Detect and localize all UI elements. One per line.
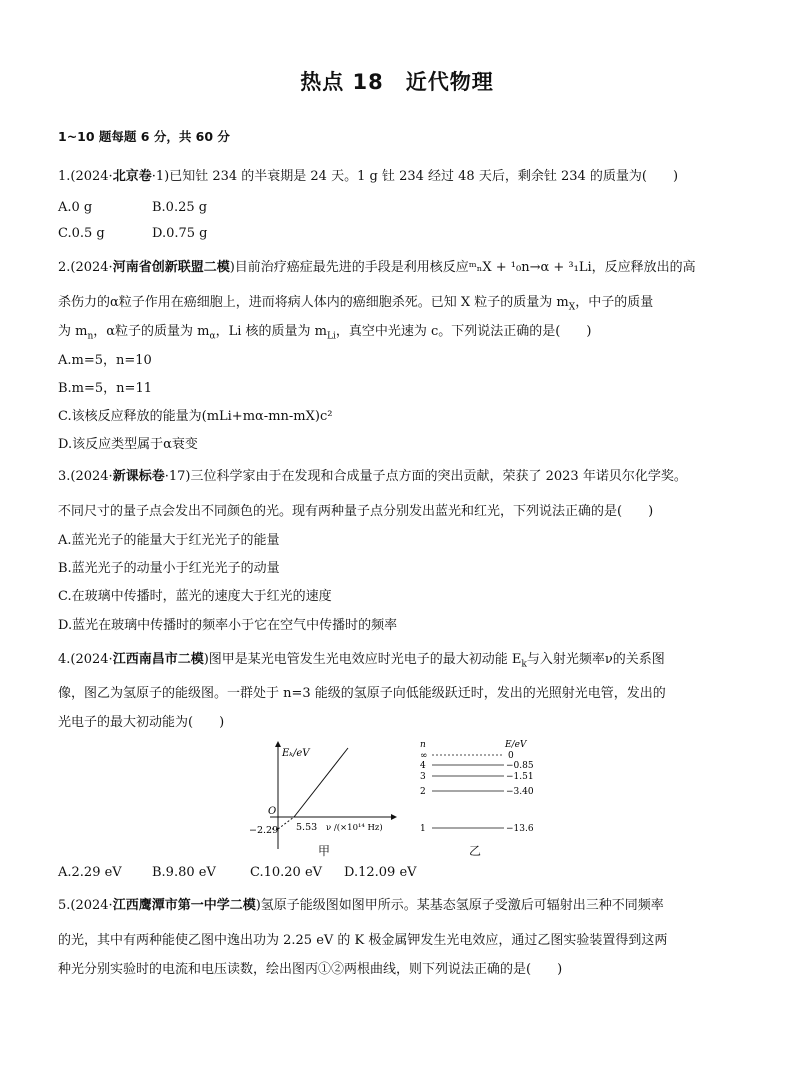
figure-ek-vs-frequency	[248, 734, 400, 856]
question-5-line-2: 的光，其中有两种能使乙图中逸出功为 2.25 eV 的 K 极金属钾发生光电效应，通过乙图实验装置得到这两	[58, 933, 668, 948]
q3-option-d: D.蓝光在玻璃中传播时的频率小于它在空气中传播时的频率	[58, 618, 398, 633]
question-1: 1.(2024·北京卷·1)已知钍 234 的半衰期是 24 天。1 g 钍 234 经过 48 天后，剩余钍 234 的质量为( )	[58, 169, 679, 184]
level-n-2: 2	[420, 787, 426, 797]
q2-reaction-equation: ᵐₙX + ¹₀n→α + ³₁Li，	[468, 260, 605, 275]
question-4-line-1: 4.(2024·江西南昌市二模)图甲是某光电管发生光电效应时光电子的最大初动能 $E_k$与入射光频率ν的关系图	[58, 652, 665, 670]
q4-option-c: C.10.20 eV	[250, 865, 323, 880]
level-n-1: 1	[420, 824, 426, 834]
q3-option-b: B.蓝光光子的动量小于红光光子的动量	[58, 561, 280, 576]
q4-source: 江西南昌市二模	[112, 652, 204, 667]
figure-energy-levels	[418, 738, 538, 838]
q1-source: 北京卷	[112, 169, 152, 184]
origin-label: O	[268, 806, 277, 817]
dashed-extension	[278, 817, 294, 829]
q5-source: 江西鹰潭市第一中学二模	[112, 898, 256, 913]
title-sub: 近代物理	[405, 70, 494, 94]
level-e-4: −0.85	[506, 761, 534, 771]
q3-option-a: A.蓝光光子的能量大于红光光子的能量	[58, 533, 280, 548]
q4-option-a: A.2.29 eV	[58, 865, 122, 880]
q1-option-c: C.0.5 g	[58, 226, 105, 241]
q2-option-b: B.m=5，n=11	[58, 381, 152, 396]
e-header: E/eV	[505, 740, 527, 750]
question-3-line-1: 3.(2024·新课标卷·17)三位科学家由于在发现和合成量子点方面的突出贡献，荣获了 2023 年诺贝尔化学奖。	[58, 469, 687, 484]
y-intercept-label: −2.29	[249, 825, 279, 836]
q2-option-c: C.该核反应释放的能量为(mLi+mα-mn-mX)c²	[58, 409, 333, 424]
q4-option-d: D.12.09 eV	[344, 865, 417, 880]
title-main: 热点 18	[300, 70, 384, 94]
question-2-line-3: 为 $m_n$，α粒子的质量为 $m_\alpha$，Li 核的质量为 $m_{Li}$，真空中光速为 c。下列说法正确的是( )	[58, 324, 592, 342]
level-n-inf: ∞	[420, 751, 428, 761]
question-3-line-2: 不同尺寸的量子点会发出不同颜色的光。现有两种量子点分别发出蓝光和红光，下列说法正确的是( )	[58, 504, 654, 519]
question-5-line-3: 种光分别实验时的电流和电压读数，绘出图丙①②两根曲线，则下列说法正确的是( )	[58, 962, 563, 977]
page-title	[0, 66, 794, 96]
xlabel: ν /(×10¹⁴ Hz)	[326, 823, 383, 833]
level-n-4: 4	[420, 761, 426, 771]
question-2-line-1: 2.(2024·河南省创新联盟二模)目前治疗癌症最先进的手段是利用核反应ᵐₙX + ¹₀n→α + ³₁Li，反应释放出的高	[58, 260, 696, 275]
question-5-line-1: 5.(2024·江西鹰潭市第一中学二模)氢原子能级图如图甲所示。某基态氢原子受激后可辐射出三种不同频率	[58, 898, 664, 913]
level-e-3: −1.51	[506, 772, 534, 782]
level-e-2: −3.40	[506, 787, 534, 797]
level-n-3: 3	[420, 772, 426, 782]
figure-a-caption: 甲	[318, 844, 331, 858]
q2-option-a: A.m=5，n=10	[58, 353, 152, 368]
level-e-1: −13.6	[506, 824, 534, 834]
question-2-line-2: 杀伤力的α粒子作用在癌细胞上，进而将病人体内的癌细胞杀死。已知 X 粒子的质量为 $m_X$，中子的质量	[58, 295, 654, 313]
n-header: n	[420, 740, 426, 750]
question-4-line-3: 光电子的最大初动能为( )	[58, 715, 225, 730]
ylabel: Eₖ/eV	[282, 748, 310, 759]
q1-option-a: A.0 g	[58, 200, 93, 215]
q1-option-b: B.0.25 g	[152, 200, 208, 215]
q1-option-d: D.0.75 g	[152, 226, 208, 241]
x-intercept-label: 5.53	[296, 822, 318, 833]
q3-option-c: C.在玻璃中传播时，蓝光的速度大于红光的速度	[58, 589, 332, 604]
q2-option-d: D.该反应类型属于α衰变	[58, 437, 198, 452]
q4-option-b: B.9.80 eV	[152, 865, 216, 880]
q2-source: 河南省创新联盟二模	[112, 260, 230, 275]
figure-b-caption: 乙	[469, 844, 482, 858]
question-4-line-2: 像，图乙为氢原子的能级图。一群处于 n=3 能级的氢原子向低能级跃迁时，发出的光照射光电管，发出的	[58, 686, 666, 701]
section-instruction: 1~10 题每题 6 分，共 60 分	[58, 129, 230, 144]
level-e-inf: 0	[508, 751, 514, 761]
q3-source: 新课标卷	[112, 469, 165, 484]
